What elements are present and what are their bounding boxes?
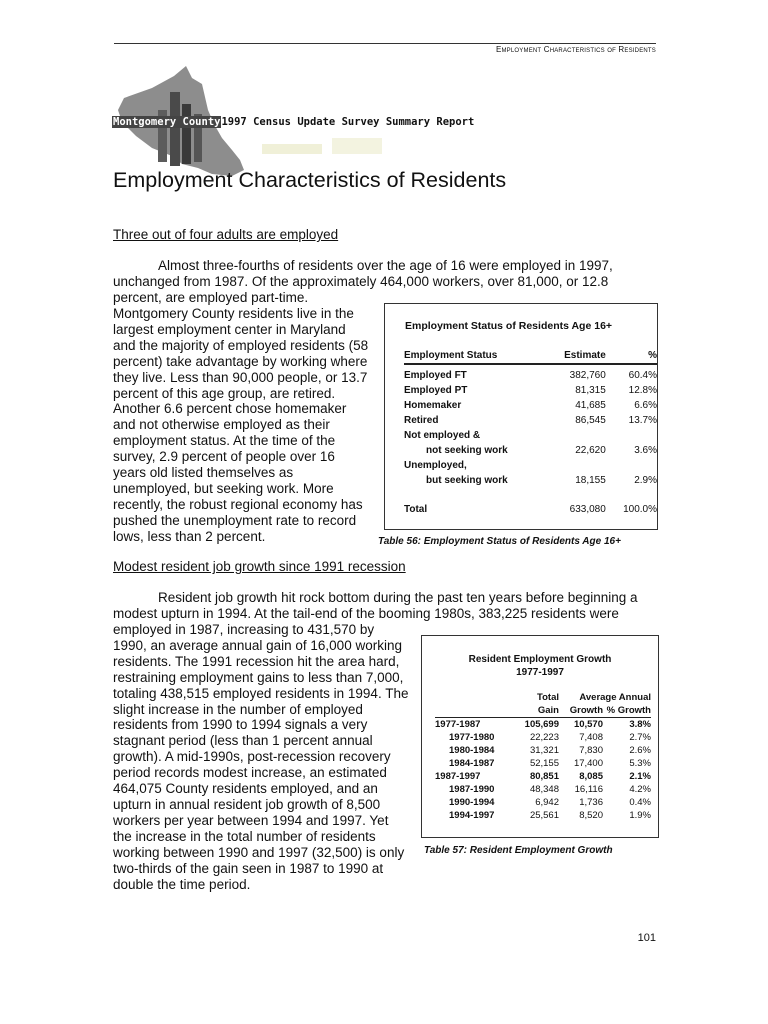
table57-cell: 1994-1997 — [449, 810, 495, 821]
table56-cell: 86,545 — [575, 415, 606, 426]
table56 — [404, 347, 657, 517]
section2-intro: Resident job growth hit rock bottom during the past ten years before beginning a modest upturn in 1994. At the tail-end of the booming 1980s, 383,225 residents were — [113, 590, 638, 621]
table57-cell: 1980-1984 — [449, 745, 495, 756]
table57-header: Gain — [519, 704, 559, 718]
table-row — [404, 428, 657, 443]
table57-cell: 10,570 — [573, 719, 603, 730]
table57-box — [421, 635, 659, 838]
table57-cell: 1.9% — [629, 810, 651, 821]
table57 — [435, 691, 651, 822]
table56-cell: 6.6% — [634, 400, 657, 411]
table57-cell: 3.8% — [629, 719, 651, 730]
table57-cell: 31,321 — [529, 745, 559, 756]
table57-header-row — [435, 704, 651, 718]
table56-cell: Total — [404, 504, 428, 515]
table56-cell: 3.6% — [634, 445, 657, 456]
table56-title: Employment Status of Residents Age 16+ — [405, 320, 613, 332]
table57-caption: Table 57: Resident Employment Growth — [424, 845, 613, 856]
table56-cell: 18,155 — [575, 475, 606, 486]
table57-cell: 7,830 — [579, 745, 603, 756]
table57-header: Growth — [559, 704, 603, 718]
table57-cell: 1987-1997 — [435, 771, 481, 782]
table57-cell: 2.6% — [629, 745, 651, 756]
table56-cell — [606, 428, 657, 443]
table56-cell: 13.7% — [628, 415, 657, 426]
table57-cell: 105,699 — [524, 719, 559, 730]
table56-header: Estimate — [529, 347, 605, 364]
gold-bar-1 — [262, 144, 322, 154]
table-row — [404, 398, 657, 413]
table57-cell: 80,851 — [529, 771, 559, 782]
table57-header: Total — [537, 692, 559, 703]
table-row — [435, 796, 651, 809]
table-row — [404, 473, 657, 488]
table-row — [435, 770, 651, 783]
table56-box — [384, 303, 658, 530]
banner-county: Montgomery County — [113, 116, 221, 128]
table57-cell: 1987-1990 — [449, 784, 495, 795]
table57-cell: 25,561 — [529, 810, 559, 821]
table-row — [404, 368, 657, 383]
table56-cell: 12.8% — [628, 385, 657, 396]
report-banner — [112, 116, 474, 128]
table56-header: % — [606, 347, 657, 364]
table56-cell: Retired — [404, 415, 439, 426]
section2-heading: Modest resident job growth since 1991 recession — [113, 559, 406, 574]
table56-cell: 633,080 — [569, 504, 606, 515]
table56-cell: 41,685 — [575, 400, 606, 411]
table57-cell: 0.4% — [629, 797, 651, 808]
map-building-1 — [170, 92, 180, 166]
table57-title — [422, 653, 658, 679]
table57-cell: 17,400 — [573, 758, 603, 769]
table-row — [404, 413, 657, 428]
table57-cell: 16,116 — [574, 784, 603, 795]
table56-cell — [529, 458, 605, 473]
table56-caption: Table 56: Employment Status of Residents Age 16+ — [378, 536, 621, 547]
table57-cell: 6,942 — [535, 797, 559, 808]
table56-cell: not seeking work — [426, 445, 508, 456]
table56-cell: 2.9% — [634, 475, 657, 486]
table-row — [404, 443, 657, 458]
section1-intro: Almost three-fourths of residents over the age of 16 were employed in 1997, unchanged from 1987. Of the approximately 464,000 workers, over 81,000, or 12.8 percent, are employed part-time. — [113, 258, 613, 305]
table56-cell: 81,315 — [575, 385, 606, 396]
section2-body: employed in 1987, increasing to 431,570 by 1990, an average annual gain of 16,000 working residents. The 1991 recession hit the area hard, restraining employment gains to less than 7,000, totaling 438,515 employed residents in 1994. The slight increase in the number of employed residents from 1990 to 1994 signals a very stagnant period (less than 1 percent annual growth). A mid-1990s, post-recession recovery period records modest increase, an estimated 464,075 County residents employed, and an upturn in annual resident job growth of 8,500 workers per year between 1994 and 1997. Yet the increase in the total number of residents working between 1990 and 1997 (32,500) is only two-thirds of the gain seen in 1987 to 1990 at double the time period. — [113, 622, 409, 892]
table57-cell: 1990-1994 — [449, 797, 495, 808]
section1-heading: Three out of four adults are employed — [113, 227, 339, 242]
table56-cell: 60.4% — [628, 370, 657, 381]
table57-cell: 1977-1980 — [449, 732, 495, 743]
table56-cell: Homemaker — [404, 400, 462, 411]
table57-header: % Growth — [603, 704, 651, 718]
table56-header-row — [404, 347, 657, 364]
table56-cell — [529, 428, 605, 443]
map-building-2 — [182, 104, 191, 164]
table-row — [404, 502, 657, 517]
table56-cell: 22,620 — [575, 445, 606, 456]
table56-cell: 382,760 — [569, 370, 606, 381]
table-row — [435, 718, 651, 732]
table57-cell: 1977-1987 — [435, 719, 481, 730]
table57-header: Average Annual — [579, 692, 651, 703]
table57-cell: 8,520 — [579, 810, 603, 821]
table57-cell: 2.1% — [629, 771, 651, 782]
table56-header: Employment Status — [404, 347, 529, 364]
table56-cell — [606, 458, 657, 473]
table57-title-line2: 1977-1997 — [516, 667, 564, 678]
table56-cell: but seeking work — [426, 475, 508, 486]
page-title: Employment Characteristics of Residents — [113, 168, 507, 192]
table57-cell: 2.7% — [629, 732, 651, 743]
table56-cell: Not employed & — [404, 430, 481, 441]
table57-cell: 52,155 — [529, 758, 559, 769]
table57-cell: 5.3% — [629, 758, 651, 769]
section1-body: Montgomery County residents live in the largest employment center in Maryland and the majority of employed residents (58 percent) take advantage by working where they live. Less than 90,000 people, or 13.7 percent of this age group, are retired. Another 6.6 percent chose homemaker and not otherwise employed as their employment status. At the time of the survey, 2.9 percent of people over 16 years old listed themselves as unemployed, but seeking work. More recently, the robust regional economy has pushed the unemployment rate to record lows, less than 2 percent. — [113, 306, 369, 544]
table57-cell: 48,348 — [529, 784, 559, 795]
table57-cell: 1984-1987 — [449, 758, 495, 769]
table57-header-row — [435, 691, 651, 704]
table-row — [404, 458, 657, 473]
banner-report: 1997 Census Update Survey Summary Report — [221, 116, 475, 128]
table57-title-line1: Resident Employment Growth — [468, 654, 612, 665]
table-row — [435, 744, 651, 757]
page-number: 101 — [637, 932, 656, 944]
table57-cell: 7,408 — [579, 732, 603, 743]
table57-cell: 22,223 — [529, 732, 559, 743]
table57-cell: 8,085 — [579, 771, 603, 782]
table56-cell: 100.0% — [623, 504, 657, 515]
table-row — [435, 809, 651, 822]
table57-cell: 4.2% — [629, 784, 651, 795]
table57-header — [435, 704, 519, 718]
gold-bar-2 — [332, 138, 382, 154]
table57-header — [435, 691, 519, 704]
table-row — [435, 783, 651, 796]
table-row — [435, 757, 651, 770]
header-rule — [114, 43, 656, 44]
table56-cell: Employed FT — [404, 370, 467, 381]
running-header: Employment Characteristics of Residents — [495, 45, 656, 54]
table-row — [404, 383, 657, 398]
table57-cell: 1,736 — [579, 797, 603, 808]
table-row — [435, 731, 651, 744]
table56-cell: Employed PT — [404, 385, 468, 396]
table56-cell: Unemployed, — [404, 460, 467, 471]
